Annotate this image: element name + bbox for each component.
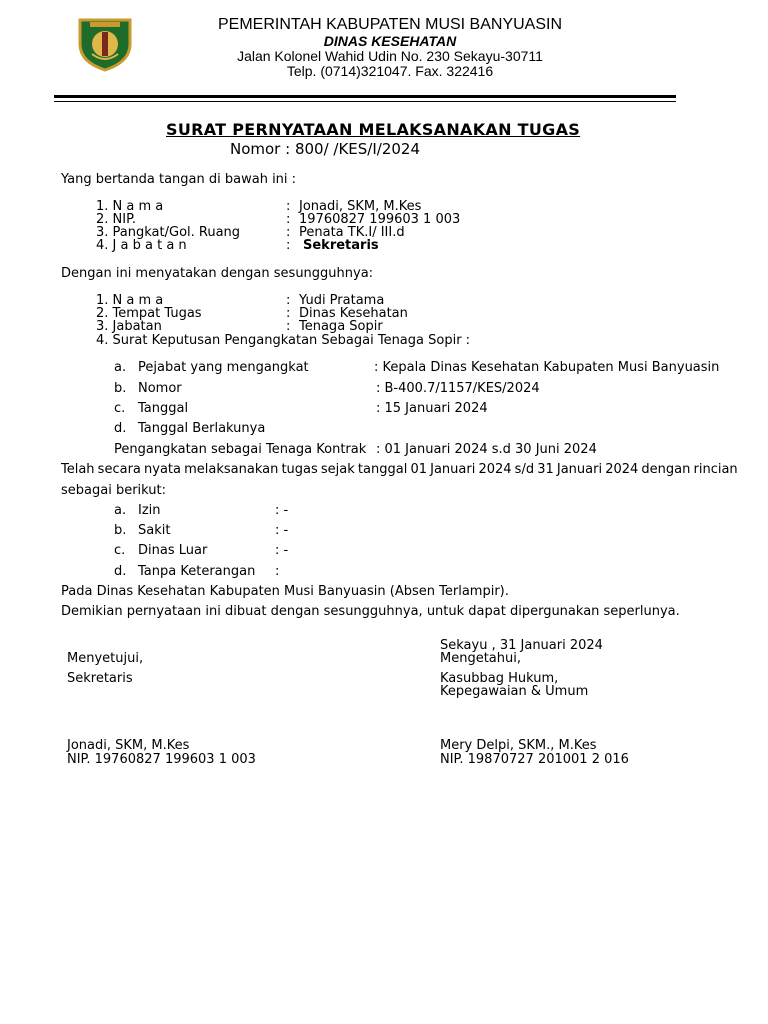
colon: : bbox=[286, 306, 291, 321]
document-number: Nomor : 800/ /KES/I/2024 bbox=[230, 140, 420, 158]
duty-statement-cont: sebagai berikut: bbox=[61, 483, 167, 498]
person-position-value: Tenaga Sopir bbox=[299, 319, 383, 334]
intro-text: Yang bertanda tangan di bawah ini : bbox=[61, 172, 297, 187]
signer-name-value: Jonadi, SKM, M.Kes bbox=[299, 199, 422, 214]
decree-date-label: Tanggal bbox=[138, 401, 189, 416]
list-letter: d. bbox=[114, 421, 127, 436]
header-department: DINAS KESEHATAN bbox=[323, 33, 457, 49]
sick-value: : - bbox=[275, 523, 289, 538]
left-signer-role: Sekretaris bbox=[67, 671, 133, 686]
list-letter: a. bbox=[114, 503, 127, 518]
decree-official-value: : Kepala Dinas Kesehatan Kabupaten Musi Banyuasin bbox=[374, 360, 720, 375]
list-letter: c. bbox=[114, 543, 126, 558]
leave-value: : - bbox=[275, 503, 289, 518]
decree-official-label: Pejabat yang mengangkat bbox=[138, 360, 309, 375]
right-signer-name: Mery Delpi, SKM., M.Kes bbox=[440, 738, 597, 753]
list-letter: d. bbox=[114, 564, 127, 579]
approval-label: Menyetujui, bbox=[67, 651, 144, 666]
list-letter: a. bbox=[114, 360, 127, 375]
no-notice-value: : bbox=[275, 564, 280, 579]
colon: : bbox=[286, 199, 291, 214]
decree-effective-label: Tanggal Berlakunya bbox=[138, 421, 266, 436]
header-government: PEMERINTAH KABUPATEN MUSI BANYUASIN bbox=[217, 16, 563, 33]
duty-statement: Telah secara nyata melaksanakan tugas sejak tanggal 01 Januari 2024 s/d 31 Januari 2024 dengan rincian bbox=[61, 462, 738, 477]
list-letter: c. bbox=[114, 401, 126, 416]
closing-statement: Demikian pernyataan ini dibuat dengan sesungguhnya, untuk dapat dipergunakan seperlunya. bbox=[61, 604, 680, 619]
header-address: Jalan Kolonel Wahid Udin No. 230 Sekayu-30711 bbox=[237, 48, 543, 64]
contract-label: Pengangkatan sebagai Tenaga Kontrak bbox=[114, 442, 367, 457]
workplace-note: Pada Dinas Kesehatan Kabupaten Musi Banyuasin (Absen Terlampir). bbox=[61, 584, 509, 599]
decree-number-value: : B-400.7/1157/KES/2024 bbox=[376, 381, 540, 396]
contract-period: : 01 Januari 2024 s.d 30 Juni 2024 bbox=[376, 442, 597, 457]
no-notice-label: Tanpa Keterangan bbox=[138, 564, 256, 579]
acknowledge-label: Mengetahui, bbox=[440, 651, 521, 666]
right-signer-role-2: Kepegawaian & Umum bbox=[440, 684, 589, 699]
person-position-label: 3. Jabatan bbox=[96, 319, 162, 334]
colon: : bbox=[286, 293, 291, 308]
colon: : bbox=[286, 319, 291, 334]
signer-rank-value: Penata TK.I/ III.d bbox=[299, 225, 405, 240]
decree-number-label: Nomor bbox=[138, 381, 182, 396]
signer-name-label: 1. N a m a bbox=[96, 199, 164, 214]
person-workplace-label: 2. Tempat Tugas bbox=[96, 306, 202, 321]
signer-nip-value: 19760827 199603 1 003 bbox=[299, 212, 461, 227]
decree-date-value: : 15 Januari 2024 bbox=[376, 401, 488, 416]
signer-position-value: Sekretaris bbox=[303, 238, 379, 253]
colon: : bbox=[286, 238, 291, 253]
left-signer-nip: NIP. 19760827 199603 1 003 bbox=[67, 752, 256, 767]
person-name-label: 1. N a m a bbox=[96, 293, 164, 308]
statement-text: Dengan ini menyatakan dengan sesungguhnya: bbox=[61, 266, 374, 281]
header-divider-thin bbox=[54, 101, 676, 102]
colon: : bbox=[286, 212, 291, 227]
document-title: SURAT PERNYATAAN MELAKSANAKAN TUGAS bbox=[166, 120, 581, 139]
official-travel-value: : - bbox=[275, 543, 289, 558]
header-divider-thick bbox=[54, 95, 676, 98]
leave-label: Izin bbox=[138, 503, 161, 518]
signer-position-label: 4. J a b a t a n bbox=[96, 238, 187, 253]
decree-label: 4. Surat Keputusan Pengangkatan Sebagai Tenaga Sopir : bbox=[96, 333, 471, 348]
sick-label: Sakit bbox=[138, 523, 171, 538]
official-travel-label: Dinas Luar bbox=[138, 543, 208, 558]
regency-emblem-logo bbox=[76, 14, 134, 72]
place-date: Sekayu , 31 Januari 2024 bbox=[440, 638, 603, 653]
header-phone-fax: Telp. (0714)321047. Fax. 322416 bbox=[286, 63, 494, 79]
list-letter: b. bbox=[114, 523, 127, 538]
person-name-value: Yudi Pratama bbox=[299, 293, 385, 308]
signer-nip-label: 2. NIP. bbox=[96, 212, 137, 227]
colon: : bbox=[286, 225, 291, 240]
right-signer-nip: NIP. 19870727 201001 2 016 bbox=[440, 752, 629, 767]
right-signer-role-1: Kasubbag Hukum, bbox=[440, 671, 559, 686]
list-letter: b. bbox=[114, 381, 127, 396]
person-workplace-value: Dinas Kesehatan bbox=[299, 306, 408, 321]
signer-rank-label: 3. Pangkat/Gol. Ruang bbox=[96, 225, 241, 240]
left-signer-name: Jonadi, SKM, M.Kes bbox=[67, 738, 190, 753]
